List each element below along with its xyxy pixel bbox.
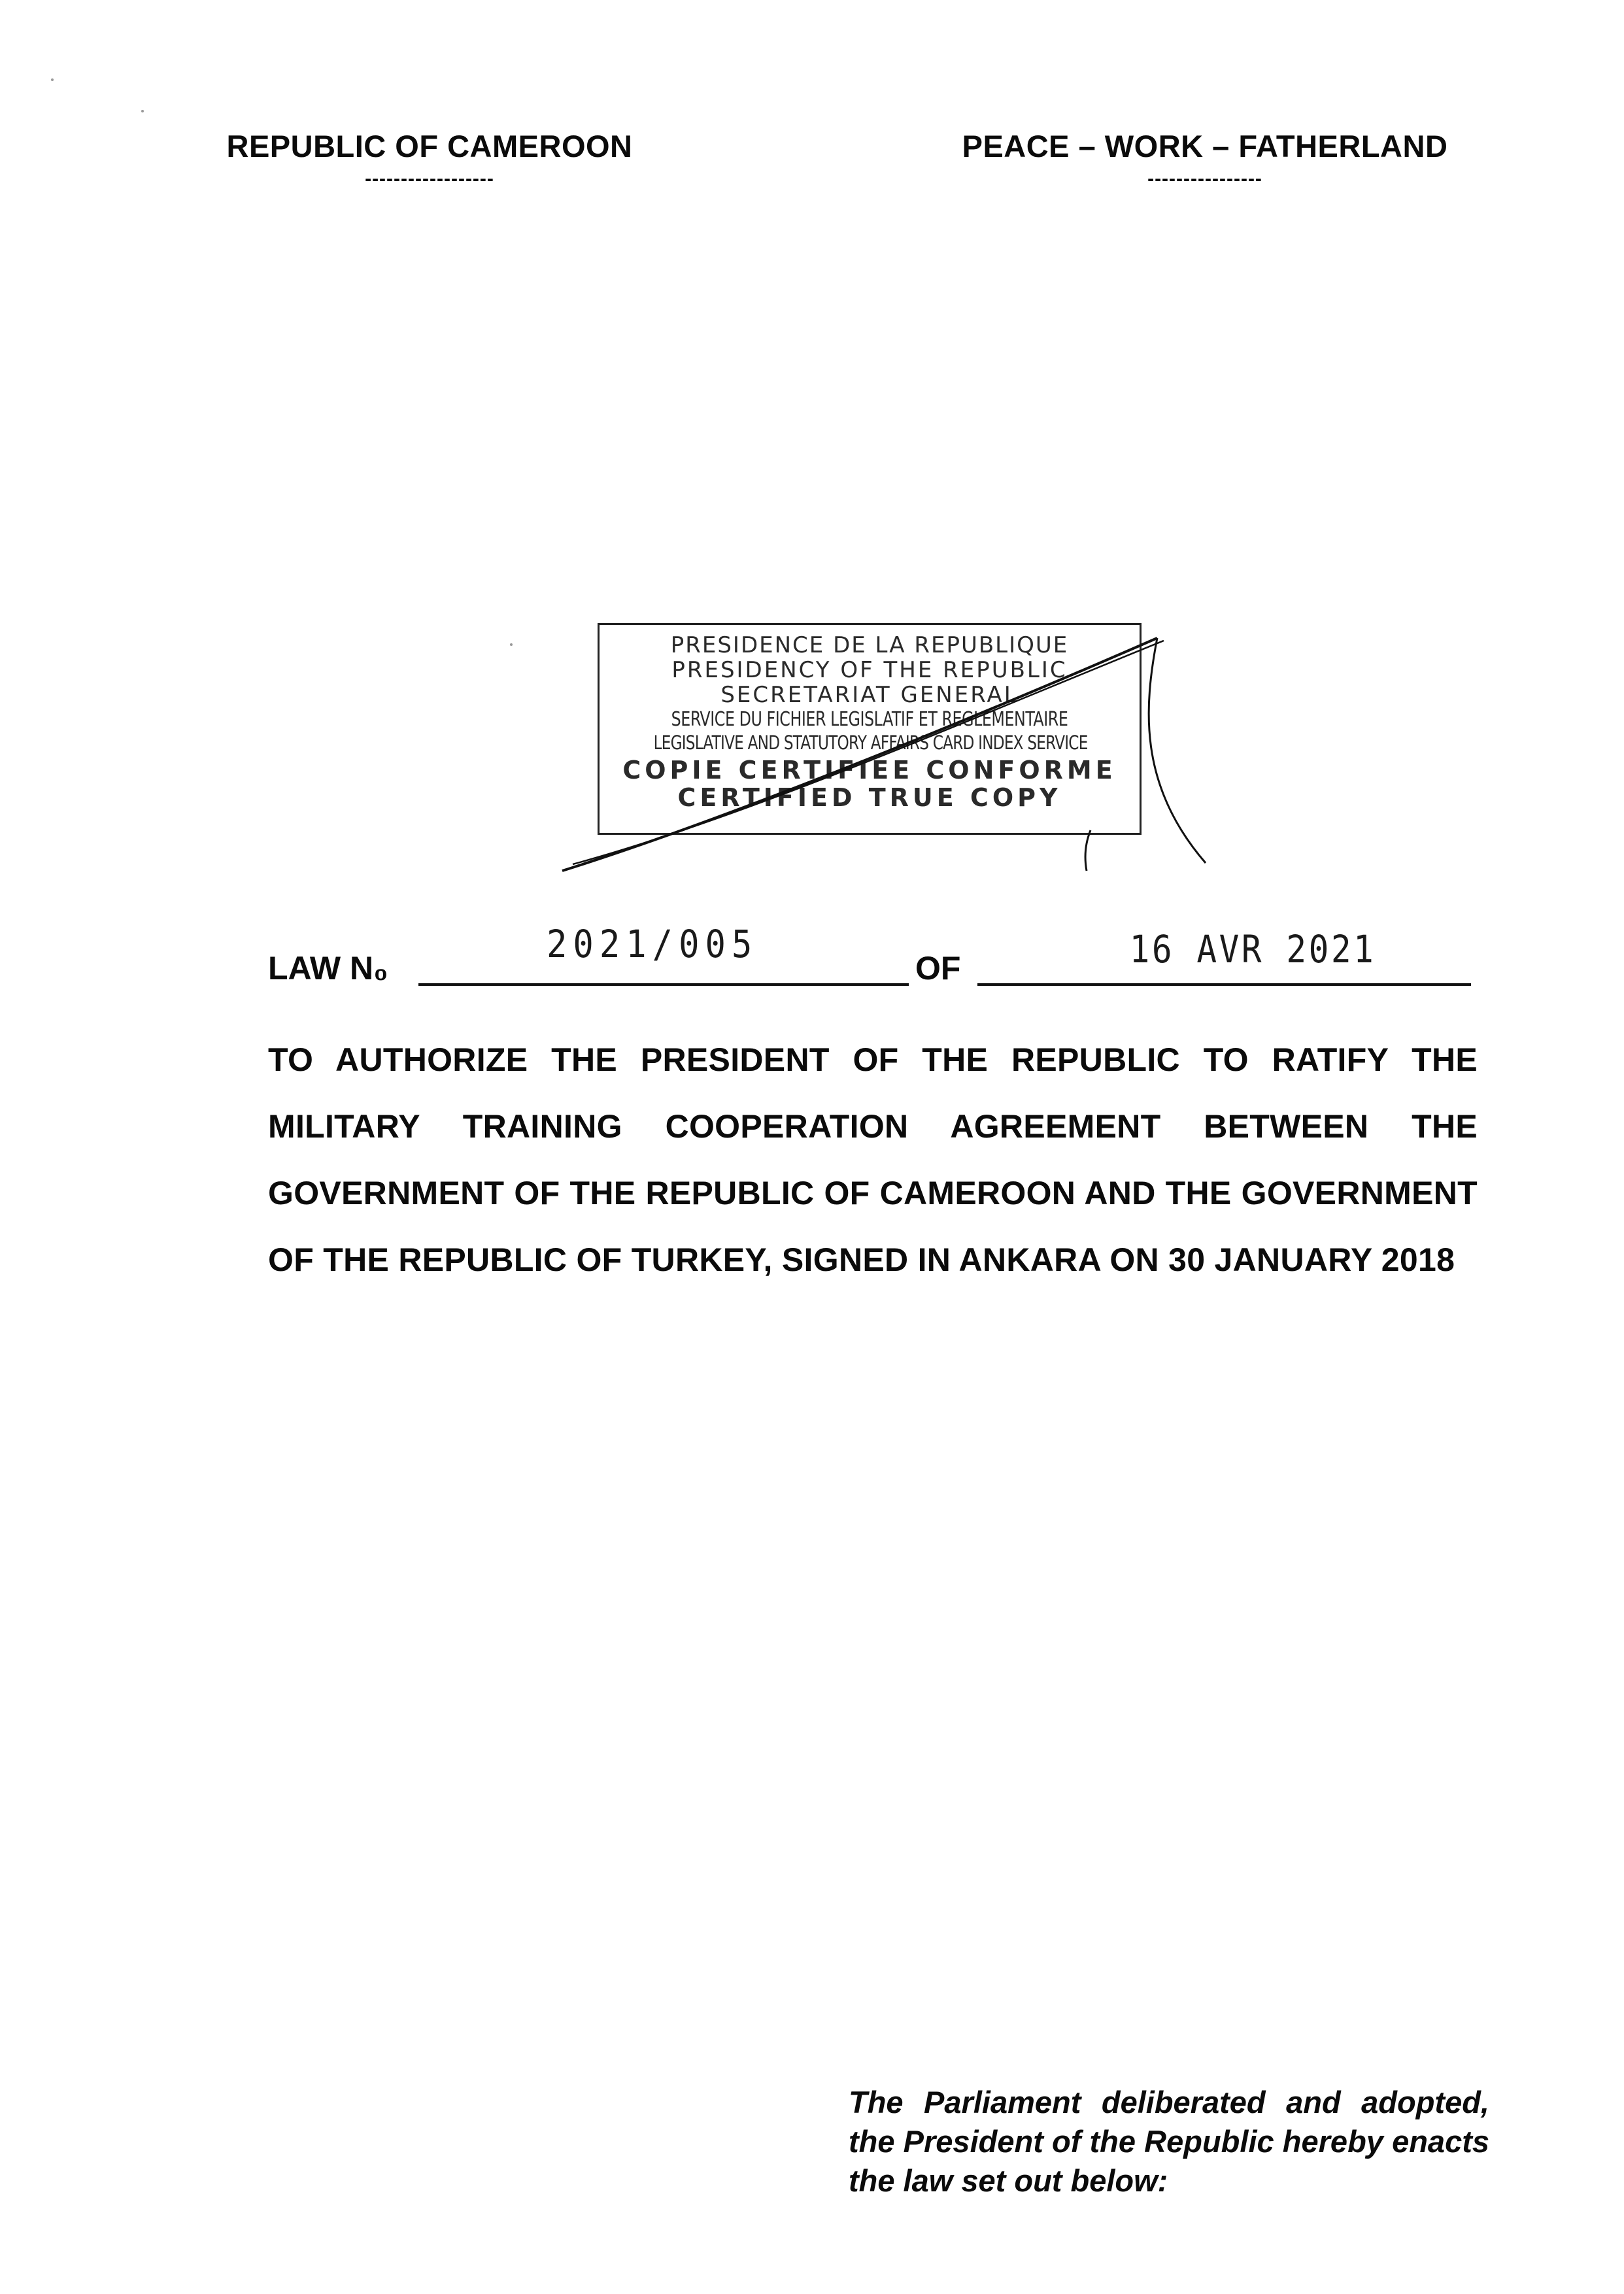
stamp-line-4: SERVICE DU FICHIER LEGISLATIF ET REGLEMENTAIRE: [671, 708, 1068, 731]
signature-stroke: [549, 628, 1177, 876]
scan-speck: [510, 643, 513, 646]
header-republic: [218, 128, 641, 189]
scan-speck: [141, 110, 144, 112]
law-number-value: 2021/005: [546, 922, 758, 966]
header-left-rule: ------------------: [365, 168, 494, 190]
law-date-underline: [977, 983, 1471, 986]
law-number-label: LAW N₀: [268, 950, 388, 987]
stamp-line-3: SECRETARIAT GENERAL: [720, 682, 1019, 708]
stamp-line-2: PRESIDENCY OF THE REPUBLIC: [671, 657, 1068, 683]
header-republic-title: REPUBLIC OF CAMEROON: [226, 129, 633, 163]
law-date-value: 16 AVR 2021: [1129, 927, 1376, 971]
header-motto: [947, 128, 1463, 189]
stamp-line-7: CERTIFIED TRUE COPY: [677, 783, 1062, 812]
stamp-line-1: PRESIDENCE DE LA REPUBLIQUE: [670, 632, 1069, 658]
header-right-rule: ----------------: [1147, 168, 1262, 190]
stamp-line-5: LEGISLATIVE AND STATUTORY AFFAIRS CARD INDEX SERVICE: [653, 732, 1088, 754]
law-number-underline: [418, 983, 909, 986]
header-motto-title: PEACE – WORK – FATHERLAND: [962, 129, 1448, 163]
law-title: TO AUTHORIZE THE PRESIDENT OF THE REPUBLIC TO RATIFY THE MILITARY TRAINING COOPERATION AGREEMENT BETWEEN THE GOVERNMENT OF THE REPUBLIC OF CAMEROON AND THE GOVERNMENT OF THE REPUBLIC OF TURKEY, SIGNED IN ANKARA ON 30 JANUARY 2018: [268, 1041, 1478, 1278]
law-of-label: OF: [915, 950, 961, 987]
stamp-line-6: COPIE CERTIFIEE CONFORME: [622, 756, 1117, 784]
enactment-clause: The Parliament deliberated and adopted, the President of the Republic hereby enacts the law set out below:: [849, 2085, 1489, 2198]
scan-speck: [51, 78, 54, 81]
